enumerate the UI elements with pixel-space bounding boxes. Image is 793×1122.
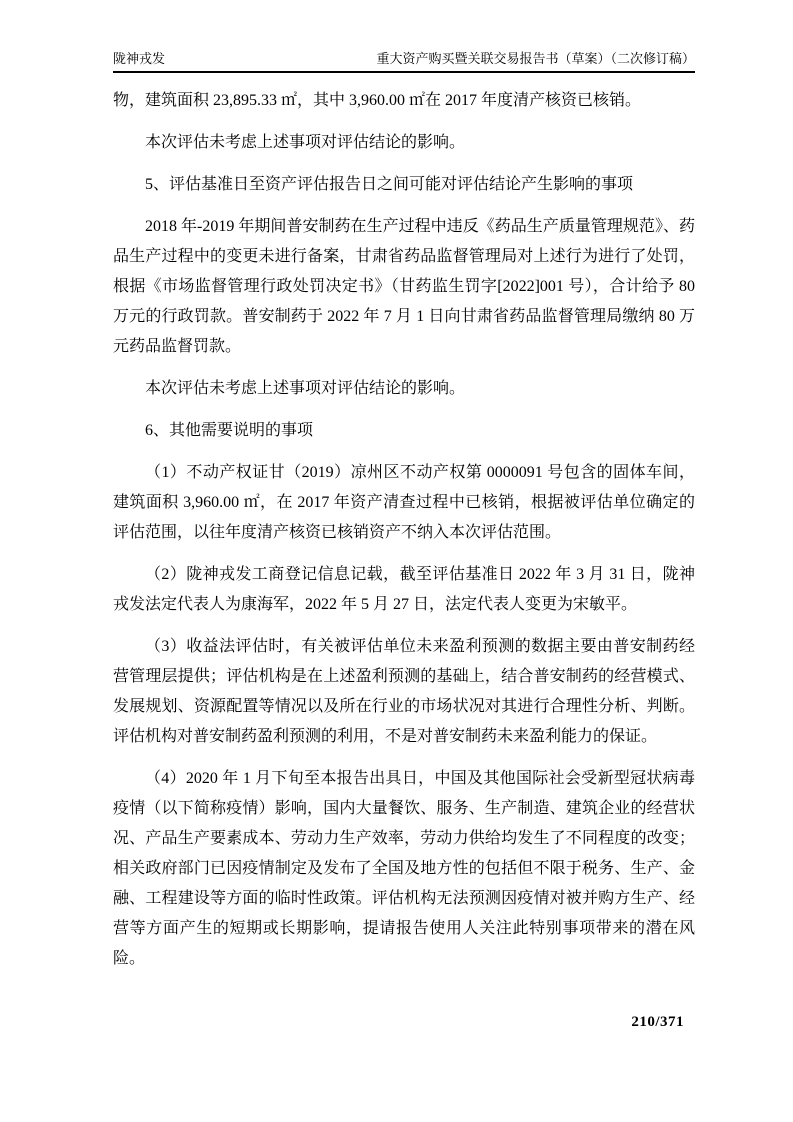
section-heading-5: 5、评估基准日至资产评估报告日之间可能对评估结论产生影响的事项 (145, 176, 634, 193)
paragraph: 2018 年-2019 年期间普安制药在生产过程中违反《药品生产质量管理规范》、药品生产过程中的变更未进行备案，甘肃省药品监督管理局对上述行为进行了处罚，根据《市场监督管理行政处罚决定书》（甘药监生罚字[2022]001 号），合计给予 80 万元的行政罚款。普安制药于 2022 年 7 月 1 日向甘肃省药品监督管理局缴纳 80 万元药品监督罚款。 (113, 218, 695, 355)
document-body (113, 86, 695, 986)
paragraph: 本次评估未考虑上述事项对评估结论的影响。 (145, 380, 466, 397)
page-header (113, 50, 695, 73)
page-number: 210/371 (631, 1014, 684, 1030)
paragraph-item-3: （3）收益法评估时，有关被评估单位未来盈利预测的数据主要由普安制药经营管理层提供；评估机构是在上述盈利预测的基础上，结合普安制药的经营模式、发展规划、资源配置等情况以及所在行业的市场状况对其进行合理性分析、判断。评估机构对普安制药盈利预测的利用，不是对普安制药未来盈利能力的保证。 (113, 638, 695, 745)
header-company-name: 陇神戎发 (113, 51, 166, 66)
paragraph-item-1: （1）不动产权证甘（2019）凉州区不动产权第 0000091 号包含的固体车间，建筑面积 3,960.00 ㎡，在 2017 年资产清查过程中已核销，根据被评估单位确定的评估范围，以往年度清产核资已核销资产不纳入本次评估范围。 (113, 464, 695, 541)
section-heading-6: 6、其他需要说明的事项 (145, 422, 314, 439)
paragraph: 本次评估未考虑上述事项对评估结论的影响。 (145, 134, 466, 151)
header-report-title: 重大资产购买暨关联交易报告书（草案）（二次修订稿） (376, 51, 695, 66)
paragraph-item-2: （2）陇神戎发工商登记信息记载，截至评估基准日 2022 年 3 月 31 日，陇神戎发法定代表人为康海军，2022 年 5 月 27 日，法定代表人变更为宋敏平。 (113, 566, 695, 613)
paragraph-item-4: （4）2020 年 1 月下旬至本报告出具日，中国及其他国际社会受新型冠状病毒疫情（以下简称疫情）影响，国内大量餐饮、服务、生产制造、建筑企业的经营状况、产品生产要素成本、劳动力生产效率，劳动力供给均发生了不同程度的改变；相关政府部门已因疫情制定及发布了全国及地方性的包括但不限于税务、生产、金融、工程建设等方面的临时性政策。评估机构无法预测因疫情对被并购方生产、经营等方面产生的短期或长期影响，提请报告使用人关注此特别事项带来的潜在风险。 (113, 770, 695, 967)
paragraph-continuation: 物，建筑面积 23,895.33 ㎡，其中 3,960.00 ㎡在 2017 年度清产核资已核销。 (113, 92, 642, 109)
